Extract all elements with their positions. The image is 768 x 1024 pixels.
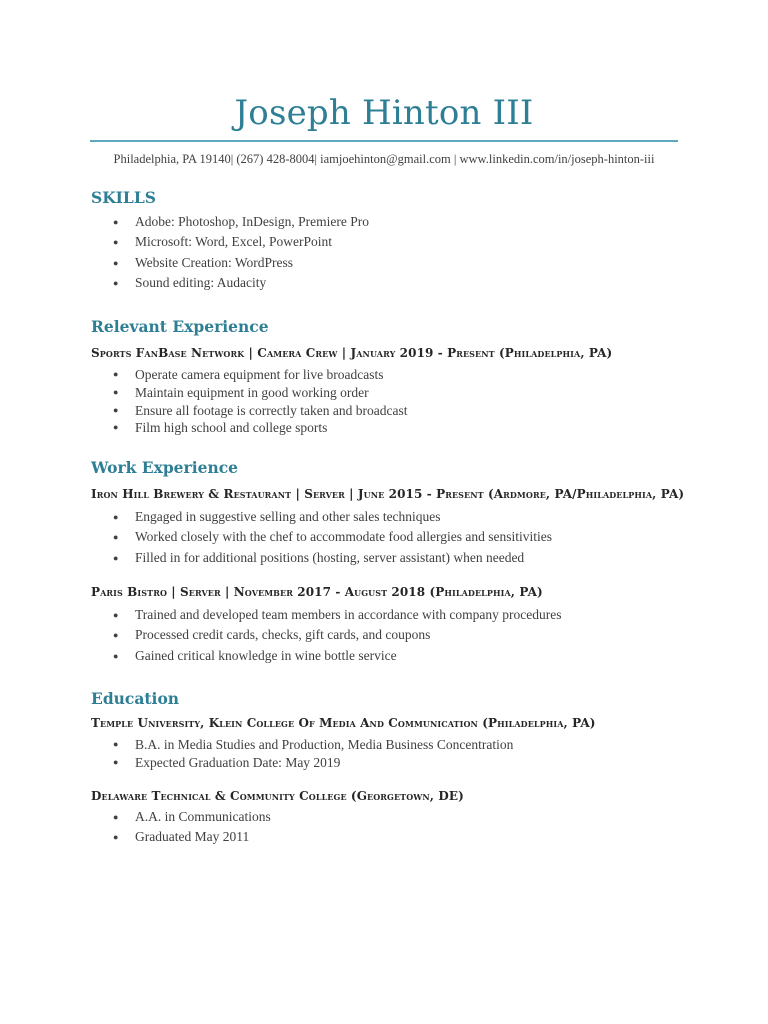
list-item: ● Worked closely with the chef to accommodate food allergies and sensitivities xyxy=(91,527,552,547)
list-item: ● Website Creation: WordPress xyxy=(91,253,369,273)
job-bullets xyxy=(91,507,552,568)
list-item: ● Trained and developed team members in accordance with company procedures xyxy=(91,605,561,625)
list-item: ● Adobe: Photoshop, InDesign, Premiere Pro xyxy=(91,212,369,232)
header-divider xyxy=(90,140,678,142)
skills-heading: SKILLS xyxy=(91,188,156,207)
school-bullets xyxy=(91,807,271,848)
job-bullets xyxy=(91,366,408,437)
education-heading: Education xyxy=(91,689,180,708)
list-item: ● Film high school and college sports xyxy=(91,419,408,437)
job-title: Paris Bistro | Server | November 2017 - August 2018 (Philadelphia, PA) xyxy=(91,585,543,599)
list-item: ● Microsoft: Word, Excel, PowerPoint xyxy=(91,232,369,252)
list-item: ● Graduated May 2011 xyxy=(91,827,271,847)
school-title: Temple University, Klein College Of Media And Communication (Philadelphia, PA) xyxy=(91,716,596,730)
job-bullets xyxy=(91,605,561,666)
list-item: ● Engaged in suggestive selling and other sales techniques xyxy=(91,507,552,527)
list-item: ● A.A. in Communications xyxy=(91,807,271,827)
list-item: ● Expected Graduation Date: May 2019 xyxy=(91,754,513,772)
job-title: Iron Hill Brewery & Restaurant | Server | June 2015 - Present (Ardmore, PA/Philadelphia, PA) xyxy=(91,487,685,501)
relevant-experience-heading: Relevant Experience xyxy=(91,317,269,336)
list-item: ● Maintain equipment in good working order xyxy=(91,384,408,402)
list-item: ● Gained critical knowledge in wine bottle service xyxy=(91,646,561,666)
job-title: Sports FanBase Network | Camera Crew | January 2019 - Present (Philadelphia, PA) xyxy=(91,346,613,360)
list-item: ● Sound editing: Audacity xyxy=(91,273,369,293)
list-item: ● B.A. in Media Studies and Production, Media Business Concentration xyxy=(91,736,513,754)
list-item: ● Processed credit cards, checks, gift cards, and coupons xyxy=(91,625,561,645)
list-item: ● Operate camera equipment for live broadcasts xyxy=(91,366,408,384)
school-bullets xyxy=(91,736,513,772)
contact-line: Philadelphia, PA 19140| (267) 428-8004| iamjoehinton@gmail.com | www.linkedin.com/in/joseph-hinton-iii xyxy=(113,152,655,166)
list-item: ● Ensure all footage is correctly taken and broadcast xyxy=(91,402,408,420)
candidate-name: Joseph Hinton III xyxy=(234,93,534,133)
skills-list xyxy=(91,212,369,293)
list-item: ● Filled in for additional positions (hosting, server assistant) when needed xyxy=(91,548,552,568)
school-title: Delaware Technical & Community College (Georgetown, DE) xyxy=(91,789,464,803)
work-experience-heading: Work Experience xyxy=(91,458,239,477)
